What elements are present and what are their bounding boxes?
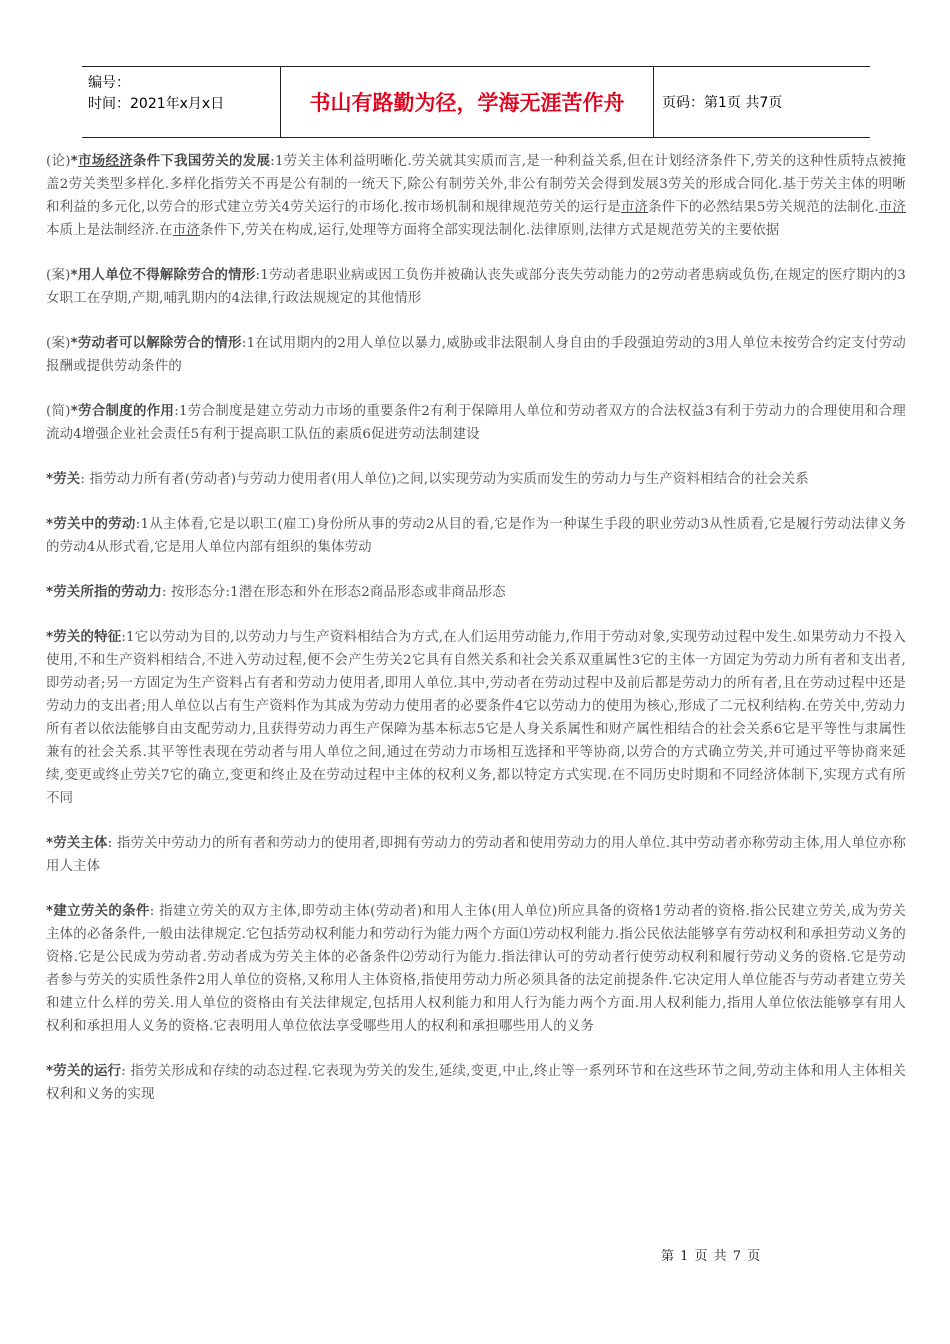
paragraph [46,400,906,446]
paragraph [46,1060,906,1106]
paragraph-text: :1它以劳动为目的,以劳动力与生产资料相结合为方式,在人们运用劳动能力,作用于劳动对象,实现劳动过程中发生.如果劳动力不投入使用,不和生产资料相结合,不进入劳动过程,便不会产生劳关2它具有自然关系和社会关系双重属性3它的主体一方固定为劳动力所有者和支出者,即劳动者;另一方固定为生产资料占有者和劳动力使用者,即用人单位.其中,劳动者在劳动过程中及前后都是劳动力的所有者,且在劳动过程中还是劳动力的支出者;用人单位以占有生产资料作为其成为劳动力使用者的必要条件4它以劳动力的使用为核心,形成了二元权利结构.在劳关中,劳动力所有者以依法能够自由支配劳动力,且获得劳动力再生产保障为基本标志5它是人身关系属性和财产属性相结合的社会关系6它是平等性与隶属性兼有的社会关系.其平等性表现在劳动者与用人单位之间,通过在劳动力市场相互选择和平等协商,以劳合的方式确立劳关,并可通过平等协商来延续,变更或终止劳关7它的确立,变更和终止及在劳动过程中主体的权利义务,都以特定方式实现.在不同历史时期和不同经济体制下,实现方式有所不同 [46,630,906,806]
number-label: 编号： [88,75,130,91]
paragraph [46,513,906,559]
paragraph [46,468,906,491]
paragraph-tag: (案) [46,268,71,283]
paragraph [46,832,906,878]
paragraph-term: *劳关所指的劳动力 [46,585,162,600]
paragraph-text: : 指建立劳关的双方主体,即劳动主体(劳动者)和用人主体(用人单位)所应具备的资格1劳动者的资格.指公民建立劳关,成为劳关主体的必备条件,一般由法律规定.它包括劳动权利能力和劳动行为能力两个方面⑴劳动权利能力.指公民依法能够享有劳动权利和承担劳动义务的资格.它是公民成为劳动者.劳动者成为劳关主体的必备条件⑵劳动行为能力.指法律认可的劳动者行使劳动权利和履行劳动义务的资格.它是劳动者参与劳关的实质性条件2用人单位的资格,又称用人主体资格,指使用劳动力所必须具备的法定前提条件.它决定用人单位能否与劳动者建立劳关和建立什么样的劳关.用人单位的资格由有关法律规定,包括用人权利能力和用人行为能力两个方面.用人权利能力,指用人单位依法能够享有用人权利和承担用人义务的资格.它表明用人单位依法享受哪些用人的权利和承担哪些用人的义务 [46,904,907,1034]
paragraph-term: *劳关的特征 [46,630,122,645]
underlined-word: 市济 [878,200,906,215]
paragraph-text: 条件下,劳关在构成,运行,处理等方面将全部实现法制化.法律原则,法律方式是规范劳关的主要依据 [199,223,780,238]
underlined-word: 市济 [172,223,200,238]
paragraph-tag: (简) [46,404,71,419]
paragraph-colon: : [270,154,275,169]
paragraph-text: :1在试用期内的2用人单位以暴力,威胁或非法限制人身自由的手段强迫劳动的3用人单位未按劳合约定支付劳动报酬或提供劳动条件的 [46,336,906,374]
paragraph-term: *用人单位不得解除劳合的情形 [70,268,256,283]
underlined-word: 市济 [620,200,649,215]
paragraph-term: *劳动者可以解除劳合的情形 [70,336,242,351]
paragraph-tag: (案) [46,336,71,351]
paragraph-text: 条件下的必然结果5劳关规范的法制化. [648,200,879,215]
paragraph-term: *劳合制度的作用 [70,404,175,419]
paragraph-market-economy [46,150,906,242]
motto: 书山有路勤为径，学海无涯苦作舟 [280,67,654,137]
paragraph-text: : 指劳关形成和存续的动态过程.它表现为劳关的发生,延续,变更,中止,终止等一系列环节和在这些环节之间,劳动主体和用人主体相关权利和义务的实现 [46,1064,907,1102]
document-body [46,150,906,1128]
time-label: 时间：2021年x月x日 [88,96,225,112]
paragraph-text: :1劳动者患职业病或因工负伤并被确认丧失或部分丧失劳动能力的2劳动者患病或负伤,在规定的医疗期内的3女职工在孕期,产期,哺乳期内的4法律,行政法规规定的其他情形 [46,268,906,306]
header-meta [82,67,280,137]
paragraph-term: *劳关主体 [46,836,108,851]
paragraph [46,900,906,1038]
paragraph-term [71,154,271,169]
paragraph-term: *劳关的运行 [46,1064,122,1079]
paragraph-term: *劳关中的劳动 [46,517,136,532]
paragraph-text: 1劳关主体利益明晰化.劳关就其实质而言,是一种利益关系,但在计划经济条件下,劳关的这种性质特点被掩盖2劳关类型多样化.多样化指劳关不再是公有制的一统天下,除公有制劳关外,非公有制劳关会得到发展3劳关的形成合同化.基于劳关主体的明晰和利益的多元化,以劳合的形式建立劳关4劳关运行的市场化.按市场机制和规律规范劳关的运行是 [46,154,906,215]
paragraph [46,626,906,810]
term-underlined: 市场经济 [77,154,133,169]
paragraph-text: :1从主体看,它是以职工(雇工)身份所从事的劳动2从目的看,它是作为一种谋生手段的职业劳动3从性质看,它是履行劳动法律义务的劳动4从形式看,它是用人单位内部有组织的集体劳动 [46,517,906,555]
paragraph-term: *建立劳关的条件 [46,904,150,919]
paragraph [46,332,906,378]
paragraph-tag: (论) [46,154,71,169]
term-rest: 条件下我国劳关的发展 [132,154,271,169]
paragraph-text: :1劳合制度是建立劳动力市场的重要条件2有利于保障用人单位和劳动者双方的合法权益3有利于劳动力的合理使用和合理流动4增强企业社会责任5有利于提高职工队伍的素质6促进劳动法制建设 [46,404,906,442]
paragraph [46,264,906,310]
page-footer: 第 1 页 共 7 页 [661,1249,762,1264]
paragraph-text: : 指劳动力所有者(劳动者)与劳动力使用者(用人单位)之间,以实现劳动为实质而发生的劳动力与生产资料相结合的社会关系 [80,472,809,487]
paragraph [46,581,906,604]
paragraph-text: : 指劳关中劳动力的所有者和劳动力的使用者,即拥有劳动力的劳动者和使用劳动力的用人单位.其中劳动者亦称劳动主体,用人单位亦称用人主体 [46,836,906,874]
term-star: * [70,154,78,169]
paragraph-text: 本质上是法制经济.在 [46,223,173,238]
paragraph-text: : 按形态分:1潜在形态和外在形态2商品形态或非商品形态 [161,585,506,600]
page-label: 页码：第1页 共7页 [662,95,783,111]
paragraph-term: *劳关 [46,472,81,487]
header-table [82,66,870,138]
